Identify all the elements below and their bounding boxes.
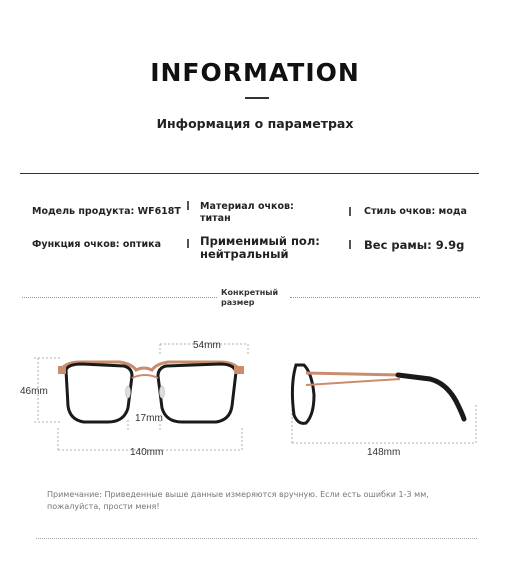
spec-material: Материал очков: титан [200, 201, 294, 224]
frame-width-label: 140mm [130, 447, 164, 458]
spec-separator [187, 201, 189, 210]
bridge-width-label: 17mm [135, 413, 163, 424]
spec-weight: Вес рамы: 9.9g [364, 238, 465, 252]
bottom-divider [36, 538, 477, 539]
spec-style: Стиль очков: мода [364, 206, 467, 217]
section-divider [20, 173, 479, 174]
spec-separator [187, 239, 189, 248]
spec-model: Модель продукта: WF618T [32, 206, 181, 217]
page-title: INFORMATION [150, 58, 360, 87]
dotted-divider-left [22, 297, 217, 298]
dotted-divider-right [290, 297, 480, 298]
glasses-side-illustration [280, 345, 485, 460]
spec-separator [349, 240, 351, 249]
sizing-label: Конкретный размер [221, 288, 279, 307]
lens-height-label: 46mm [20, 386, 48, 397]
spec-function: Функция очков: оптика [32, 239, 161, 250]
title-underline [245, 97, 269, 99]
glasses-front-illustration [20, 330, 260, 460]
page-subtitle: Информация о параметрах [156, 116, 354, 131]
measurement-note: Примечание: Приведенные выше данные измеряются вручную. Если есть ошибки 1-3 мм, пожалуйста, прости меня! [47, 490, 429, 511]
lens-width-label: 54mm [193, 340, 221, 351]
spec-gender: Применимый пол: нейтральный [200, 234, 320, 261]
spec-separator [349, 207, 351, 216]
temple-length-label: 148mm [367, 447, 401, 458]
